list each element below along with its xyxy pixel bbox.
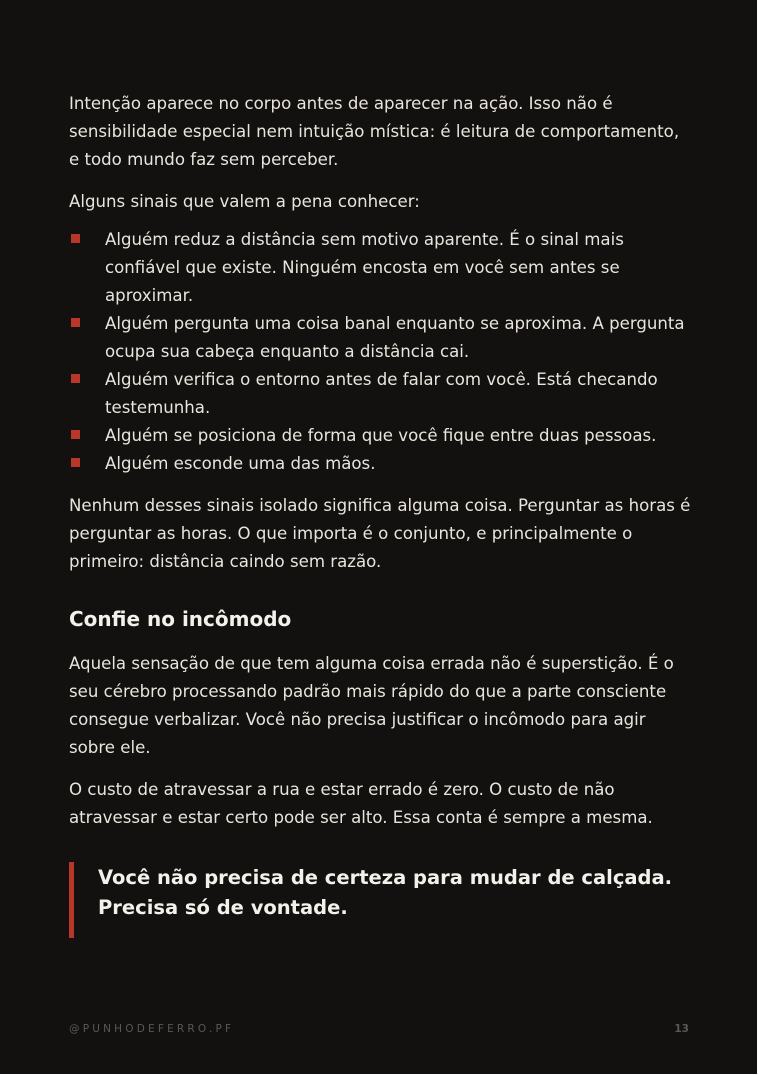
bullet-square-icon [71,318,80,327]
list-item [69,450,691,478]
pull-quote [69,862,691,938]
list-item-text: Alguém verifica o entorno antes de falar com você. Está checando testemunha. [105,370,658,417]
footer-handle: @PUNHODEFERRO.PF [69,1023,235,1035]
list-item-text: Alguém se posiciona de forma que você fique entre duas pessoas. [105,426,657,445]
quote-accent-bar [69,862,74,938]
signs-list [69,226,691,478]
bullet-square-icon [71,374,80,383]
list-item [69,226,691,310]
intro-paragraph: Intenção aparece no corpo antes de aparecer na ação. Isso não é sensibilidade especial nem intuição mística: é leitura de comportamento, e todo mundo faz sem perceber. [69,94,680,169]
section-heading: Confie no incômodo [69,607,292,631]
page-number: 13 [674,1023,689,1035]
page-content [69,90,691,938]
bullet-square-icon [71,430,80,439]
list-item-text: Alguém esconde uma das mãos. [105,454,376,473]
cost-paragraph: O custo de atravessar a rua e estar errado é zero. O custo de não atravessar e estar certo pode ser alto. Essa conta é sempre a mesma. [69,780,653,827]
list-item-text: Alguém reduz a distância sem motivo aparente. É o sinal mais confiável que existe. Ninguém encosta em você sem antes se aproximar. [105,230,624,305]
list-item [69,310,691,366]
pull-quote-text: Você não precisa de certeza para mudar de calçada. Precisa só de vontade. [98,866,673,919]
bullet-square-icon [71,234,80,243]
list-item [69,366,691,422]
list-item [69,422,691,450]
list-item-text: Alguém pergunta uma coisa banal enquanto se aproxima. A pergunta ocupa sua cabeça enquanto a distância cai. [105,314,685,361]
signs-summary-paragraph: Nenhum desses sinais isolado significa alguma coisa. Perguntar as horas é perguntar as horas. O que importa é o conjunto, e principalmente o primeiro: distância caindo sem razão. [69,496,691,571]
discomfort-paragraph: Aquela sensação de que tem alguma coisa errada não é superstição. É o seu cérebro processando padrão mais rápido do que a parte consciente consegue verbalizar. Você não precisa justificar o incômodo para agir sobre ele. [69,654,674,757]
bullet-square-icon [71,458,80,467]
signs-lead-paragraph: Alguns sinais que valem a pena conhecer: [69,192,420,211]
